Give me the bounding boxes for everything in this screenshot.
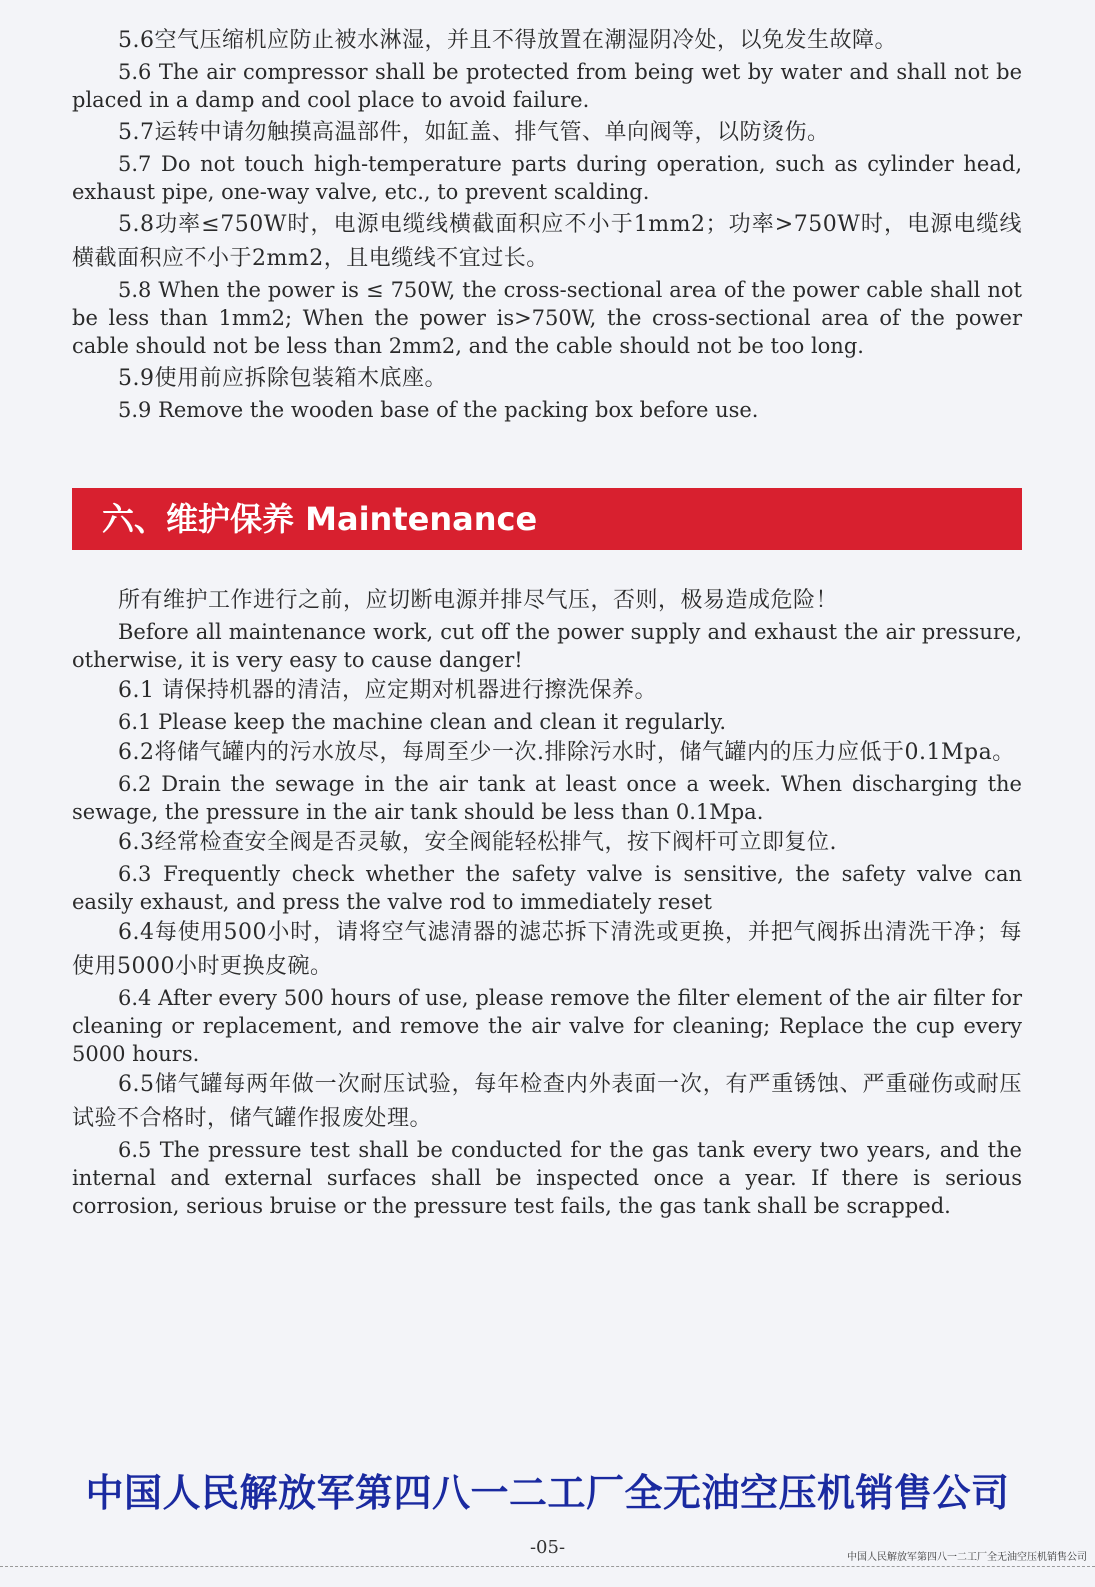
section-title: 六、维护保养 Maintenance xyxy=(102,500,538,538)
item-6-1-zh: 6.1 请保持机器的清洁，应定期对机器进行擦洗保养。 xyxy=(118,678,657,703)
item-6-2-en: 6.2 Drain the sewage in the air tank at least once a week. When discharging the sewage, the pressure in the air tank should be less than 0.1Mpa. xyxy=(72,772,1022,824)
item-6-2-zh: 6.2将储气罐内的污水放尽，每周至少一次.排除污水时，储气罐内的压力应低于0.1Mpa。 xyxy=(118,740,1015,765)
item-5-7-en: 5.7 Do not touch high-temperature parts during operation, such as cylinder head, exhaust pipe, one-way valve, etc., to prevent scalding. xyxy=(72,152,1022,204)
item-5-9-en: 5.9 Remove the wooden base of the packing box before use. xyxy=(118,398,759,422)
item-6-1-en: 6.1 Please keep the machine clean and clean it regularly. xyxy=(118,710,726,734)
section-6-maintenance xyxy=(72,584,1022,1220)
corner-company-note: 中国人民解放军第四八一二工厂全无油空压机销售公司 xyxy=(847,1552,1087,1563)
item-5-9-zh: 5.9使用前应拆除包装箱木底座。 xyxy=(118,366,447,391)
item-6-4-zh: 6.4每使用500小时，请将空气滤清器的滤芯拆下清洗或更换，并把气阀拆出清洗干净；每使用5000小时更换皮碗。 xyxy=(72,920,1022,979)
item-5-8-zh: 5.8功率≤750W时，电源电缆线横截面积应不小于1mm2；功率>750W时，电源电缆线横截面积应不小于2mm2，且电缆线不宜过长。 xyxy=(72,212,1022,271)
item-5-6-en: 5.6 The air compressor shall be protected from being wet by water and shall not be placed in a damp and cool place to avoid failure. xyxy=(72,60,1022,112)
item-6-4-en: 6.4 After every 500 hours of use, please remove the filter element of the air filter for cleaning or replacement, and remove the air valve for cleaning; Replace the cup every 5000 hours. xyxy=(72,986,1022,1066)
company-name: 中国人民解放军第四八一二工厂全无油空压机销售公司 xyxy=(85,1471,1010,1515)
item-6-5-en: 6.5 The pressure test shall be conducted for the gas tank every two years, and the internal and external surfaces shall be inspected once a year. If there is serious corrosion, serious bruise or the pressure test fails, the gas tank shall be scrapped. xyxy=(72,1138,1022,1218)
item-6-5-zh: 6.5储气罐每两年做一次耐压试验，每年检查内外表面一次，有严重锈蚀、严重碰伤或耐压试验不合格时，储气罐作报废处理。 xyxy=(72,1072,1022,1131)
page-number: -05- xyxy=(529,1537,566,1558)
warning-en: Before all maintenance work, cut off the power supply and exhaust the air pressure, otherwise, it is very easy to cause danger! xyxy=(72,620,1022,672)
section-banner xyxy=(72,488,1022,550)
item-6-3-zh: 6.3经常检查安全阀是否灵敏，安全阀能轻松排气，按下阀杆可立即复位. xyxy=(118,830,837,855)
item-5-7-zh: 5.7运转中请勿触摸高温部件，如缸盖、排气管、单向阀等，以防烫伤。 xyxy=(118,120,830,145)
bottom-rule xyxy=(0,1566,1095,1567)
item-6-3-en: 6.3 Frequently check whether the safety valve is sensitive, the safety valve can easily exhaust, and press the valve rod to immediately reset xyxy=(72,862,1022,914)
section-5-continued xyxy=(72,24,1022,424)
item-5-6-zh: 5.6空气压缩机应防止被水淋湿，并且不得放置在潮湿阴冷处，以免发生故障。 xyxy=(118,28,897,53)
warning-zh: 所有维护工作进行之前，应切断电源并排尽气压，否则，极易造成危险！ xyxy=(118,588,839,613)
item-5-8-en: 5.8 When the power is ≤ 750W, the cross-sectional area of the power cable shall not be less than 1mm2; When the power is>750W, the cross-sectional area of the power cable should not be less than 2mm2, and the cable should not be too long. xyxy=(72,278,1022,358)
